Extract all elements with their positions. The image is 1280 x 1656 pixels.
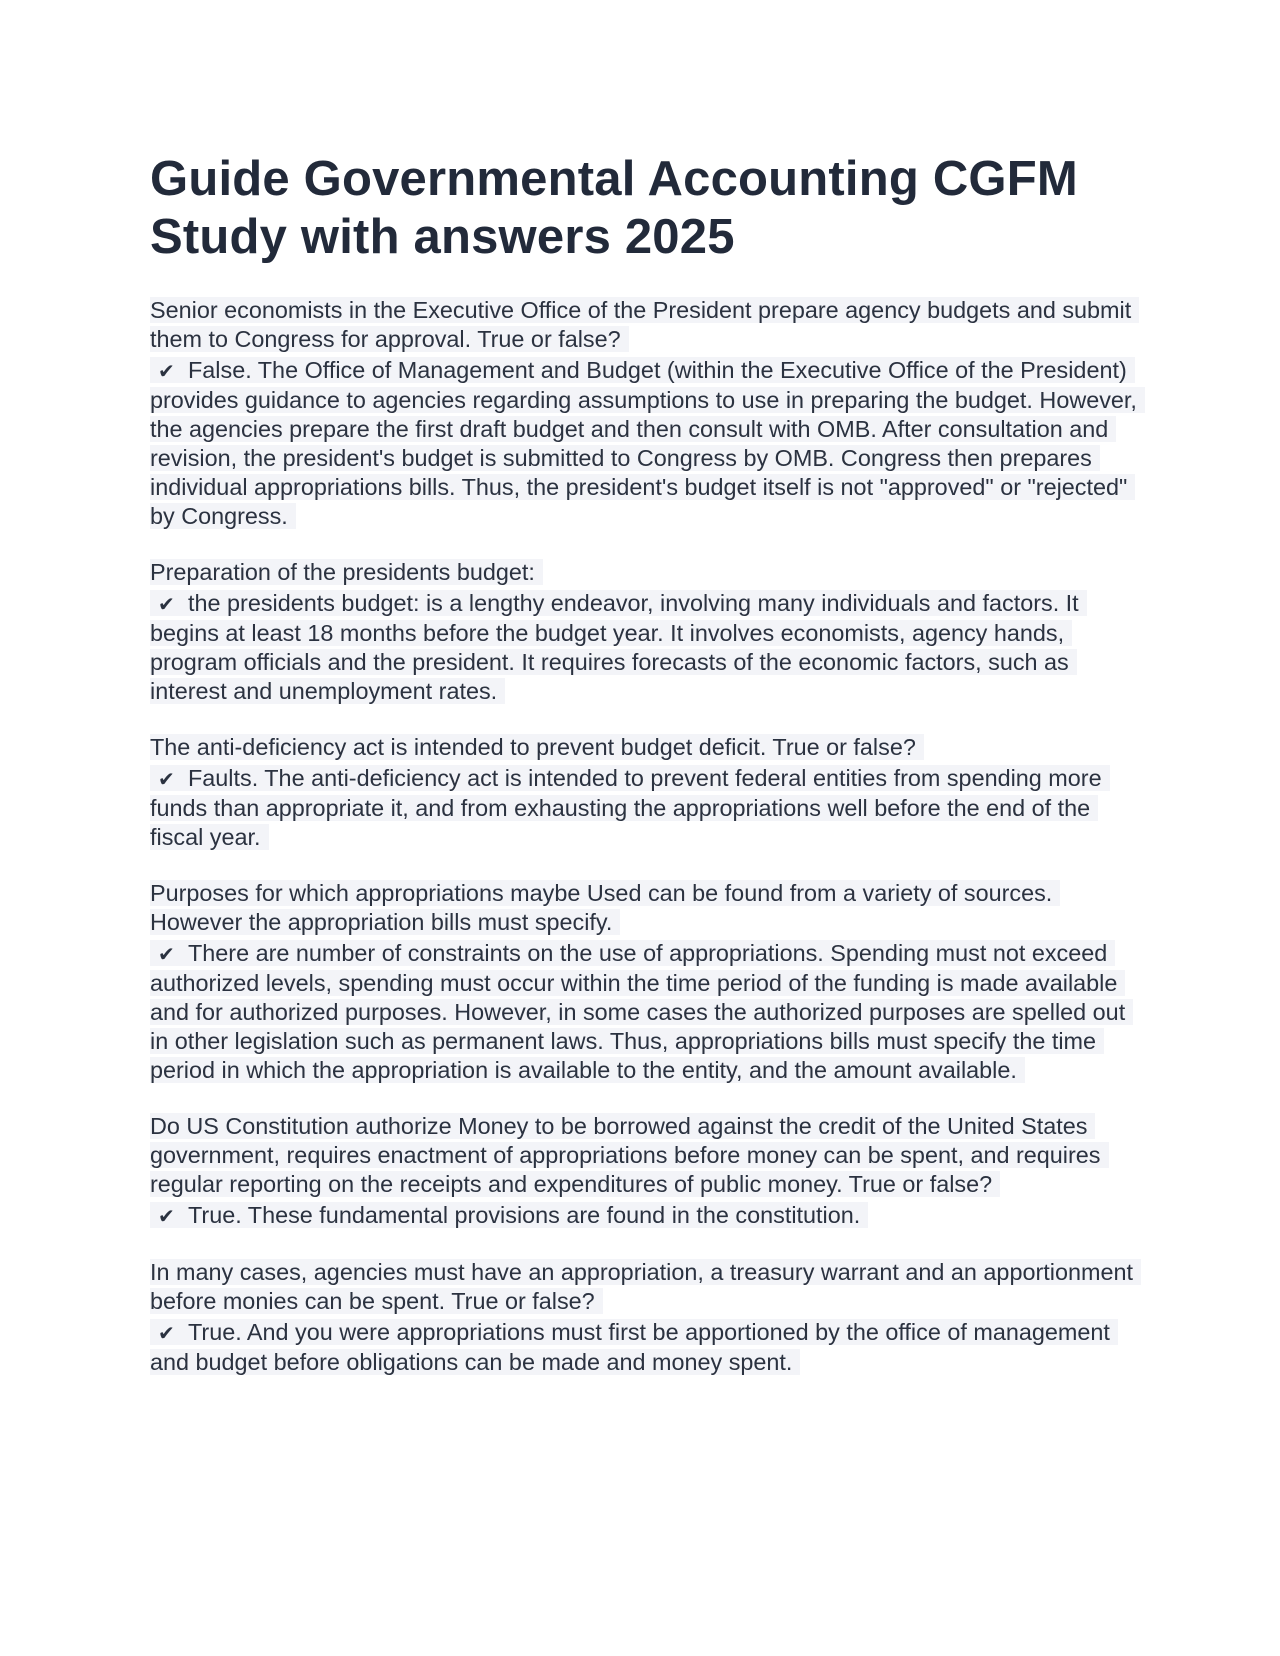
checkmark-icon: ✔: [158, 767, 175, 791]
qa-item: [150, 296, 1140, 531]
qa-item: [150, 558, 1140, 706]
answer-text: ✔ True. These fundamental provisions are found in the constitution.: [150, 1201, 1140, 1231]
answer-text: ✔ There are number of constraints on the use of appropriations. Spending must not exceed authorized levels, spending must occur within the time period of the funding is made available and for authorized purposes. However, in some cases the authorized purposes are spelled out in other legislation such as permanent laws. Thus, appropriations bills must specify the time period in which the appropriation is available to the entity, and the amount available.: [150, 939, 1140, 1085]
qa-item: [150, 733, 1140, 852]
checkmark-icon: ✔: [158, 592, 175, 616]
qa-item: [150, 1112, 1140, 1231]
question-text: The anti-deficiency act is intended to prevent budget deficit. True or false?: [150, 733, 1140, 762]
question-text: Purposes for which appropriations maybe Used can be found from a variety of sources. However the appropriation bills must specify.: [150, 879, 1140, 937]
question-text: Preparation of the presidents budget:: [150, 558, 1140, 587]
checkmark-icon: ✔: [158, 359, 175, 383]
answer-text: ✔ the presidents budget: is a lengthy endeavor, involving many individuals and factors. It begins at least 18 months before the budget year. It involves economists, agency hands, program officials and the president. It requires forecasts of the economic factors, such as interest and unemployment rates.: [150, 589, 1140, 706]
question-text: Do US Constitution authorize Money to be borrowed against the credit of the United States government, requires enactment of appropriations before money can be spent, and requires regular reporting on the receipts and expenditures of public money. True or false?: [150, 1112, 1140, 1199]
qa-item: [150, 1258, 1140, 1377]
page-title: Guide Governmental Accounting CGFM Study with answers 2025: [150, 152, 1078, 264]
question-text: In many cases, agencies must have an appropriation, a treasury warrant and an apportionment before monies can be spent. True or false?: [150, 1258, 1140, 1316]
document-page: [150, 150, 1140, 1404]
answer-text: ✔ True. And you were appropriations must first be apportioned by the office of management and budget before obligations can be made and money spent.: [150, 1318, 1140, 1377]
checkmark-icon: ✔: [158, 942, 175, 966]
qa-item: [150, 879, 1140, 1085]
answer-text: ✔ False. The Office of Management and Budget (within the Executive Office of the President) provides guidance to agencies regarding assumptions to use in preparing the budget. However, the agencies prepare the first draft budget and then consult with OMB. After consultation and revision, the president's budget is submitted to Congress by OMB. Congress then prepares individual appropriations bills. Thus, the president's budget itself is not "approved" or "rejected" by Congress.: [150, 356, 1140, 531]
checkmark-icon: ✔: [158, 1204, 175, 1228]
answer-text: ✔ Faults. The anti-deficiency act is intended to prevent federal entities from spending more funds than appropriate it, and from exhausting the appropriations well before the end of the fiscal year.: [150, 764, 1140, 852]
checkmark-icon: ✔: [158, 1321, 175, 1345]
question-text: Senior economists in the Executive Office of the President prepare agency budgets and submit them to Congress for approval. True or false?: [150, 296, 1140, 354]
